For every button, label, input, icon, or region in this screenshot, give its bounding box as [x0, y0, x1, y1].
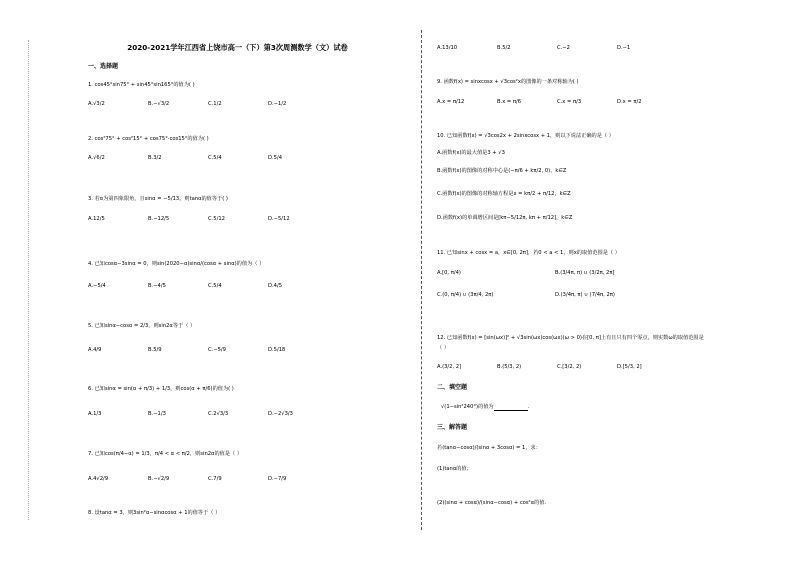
q4-stem: 4. 已知cosα−3sinα = 0，则sin(2020−α)sinα/(cosα + sinα)的值为（ ）	[88, 261, 265, 267]
answer-blank[interactable]	[494, 405, 528, 411]
q3-opt-b: B.−12/5	[148, 216, 170, 222]
q2-opt-a: A.√6/2	[88, 155, 105, 161]
q3-opt-d: D.−5/12	[268, 216, 290, 222]
exam-title: 2020-2021学年江西省上饶市高一（下）第3次周测数学（文）试卷	[127, 43, 348, 52]
q5-stem: 5. 已知sinα−cosα = 2/3，则sin2α等于（ ）	[88, 323, 196, 329]
answer-part2: (2)(sinα + cosα)/(sinα−cosα) + cos²α的值.	[437, 500, 547, 506]
q2-opt-b: B.3/2	[148, 155, 162, 161]
answer-intro: 若(tanα−cosα)/(sinα + 3cosα) = 1，求：	[437, 445, 541, 451]
q8-opt-a: A.13/10	[437, 45, 458, 51]
q12-opt-a: A.(3/2, 2]	[437, 364, 462, 370]
q1-opt-d: D.−1/2	[268, 101, 287, 107]
q1-stem: 1. cos45°sin75° + sin45°sin165°的值为( )	[88, 82, 195, 88]
q4-opt-a: A.−5/4	[88, 283, 106, 289]
section-answer: 三、解答题	[437, 424, 468, 431]
q3-opt-c: C.5/12	[208, 216, 225, 222]
q10-opt-c: C.函数f(x)的图像的对称轴方程是x = kπ/2 + π/12，k∈Z	[437, 191, 571, 197]
q6-opt-d: D.−2√3/3	[268, 411, 293, 417]
q3-opt-a: A.12/5	[88, 216, 105, 222]
section-choice: 一、选择题	[88, 63, 119, 70]
q12-stem-paren: （ ）	[437, 345, 450, 351]
q12-opt-d: D.[5/3, 2]	[617, 364, 642, 370]
q11-opt-b: B.(3/4π, π) ∪ (3/2π, 2π]	[555, 270, 615, 276]
q5-opt-a: A.4/9	[88, 347, 102, 353]
q6-opt-b: B.−1/3	[148, 411, 166, 417]
q5-opt-c: C.−5/9	[208, 347, 226, 353]
q9-opt-a: A.x = π/12	[437, 99, 465, 105]
q11-stem: 11. 已知sinx + cosx = a，x∈[0, 2π]，若0 < a < 1，则x的取值范围是（ ）	[437, 250, 620, 256]
q5-opt-b: B.5/9	[148, 347, 162, 353]
q11-opt-d: D.(3/4π, π) ∪ (7/4π, 2π)	[555, 292, 615, 298]
q10-opt-b: B.函数f(x)的图像的对称中心是(−π/6 + kπ/2, 0)，k∈Z	[437, 168, 567, 174]
q2-stem: 2. cos²75° + cos²15° + cos75°·cos15°的值为( )	[88, 136, 209, 142]
q6-opt-c: C.2√3/3	[208, 411, 229, 417]
q7-opt-d: D.−7/9	[268, 476, 287, 482]
q9-opt-c: C.x = π/3	[557, 99, 582, 105]
q4-opt-d: D.4/5	[268, 283, 282, 289]
q4-opt-b: B.−4/5	[148, 283, 166, 289]
q7-opt-a: A.4√2/9	[88, 476, 109, 482]
q8-stem: 8. 设tanα = 3，则3sin²α−sinαcosα + 1的值等于（ ）	[88, 510, 221, 516]
q1-opt-a: A.√3/2	[88, 101, 105, 107]
column-divider	[421, 30, 422, 530]
q1-opt-c: C.1/2	[208, 101, 222, 107]
fill-question: √(1−sin²240°)的值为 .	[441, 404, 530, 410]
answer-part1: (1)tanα的值；	[437, 466, 472, 472]
binding-line	[28, 40, 29, 520]
q10-opt-a: A.函数f(x)的最大值是3 + √3	[437, 150, 505, 156]
q6-stem: 6. 已知sinα = sin(α + π/3) + 1/3，则cos(α + π/6)的值为( )	[88, 386, 234, 392]
q7-opt-c: C.7/9	[208, 476, 222, 482]
q3-stem: 3. 若α为第四象限角，且sinα = −5/13，则tanα的值等于( )	[88, 196, 228, 202]
q11-opt-a: A.[0, π/4)	[437, 270, 461, 276]
q12-opt-c: C.[3/2, 2)	[557, 364, 582, 370]
q8-opt-b: B.5/2	[497, 45, 511, 51]
q12-stem: 12. 已知函数f(x) = [sin(ωx)]² + √3sin(ωx)cos(ωx)(ω > 0)在[0, π]上有且只有四个零点，则实数ω的取值范围是	[437, 335, 704, 341]
q9-opt-d: D.x = π/2	[617, 99, 642, 105]
q2-opt-d: D.5/4	[268, 155, 282, 161]
q8-opt-c: C.−2	[557, 45, 570, 51]
q6-opt-a: A.1/3	[88, 411, 102, 417]
section-fill: 二、填空题	[437, 384, 468, 391]
q10-stem: 10. 已知函数f(x) = √3cos2x + 2sinxcosx + 1，则以下说法正确的是（ ）	[437, 133, 614, 139]
q9-stem: 9. 函数f(x) = sinxcosx + √3cos²x的图像的一条对称轴为( )	[437, 79, 579, 85]
fill-question-text: √(1−sin²240°)的值为	[441, 404, 494, 410]
q11-opt-c: C.(0, π/4) ∪ (3π/4, 2π)	[437, 292, 494, 298]
q9-opt-b: B.x = π/6	[497, 99, 522, 105]
q12-opt-b: B.(5/3, 2)	[497, 364, 522, 370]
q2-opt-c: C.5/4	[208, 155, 222, 161]
q4-opt-c: C.5/4	[208, 283, 222, 289]
q7-stem: 7. 已知cos(π/4−α) = 1/3，π/4 < α < π/2，则sin2α的值是（ ）	[88, 451, 243, 457]
q7-opt-b: B.−√2/9	[148, 476, 170, 482]
q5-opt-d: D.5/18	[268, 347, 286, 353]
q10-opt-d: D.函数f(x)的单调增区间是[kπ−5/12π, kπ + π/12]，k∈Z	[437, 215, 573, 221]
q8-opt-d: D.−1	[617, 45, 631, 51]
q1-opt-b: B.−√3/2	[148, 101, 170, 107]
